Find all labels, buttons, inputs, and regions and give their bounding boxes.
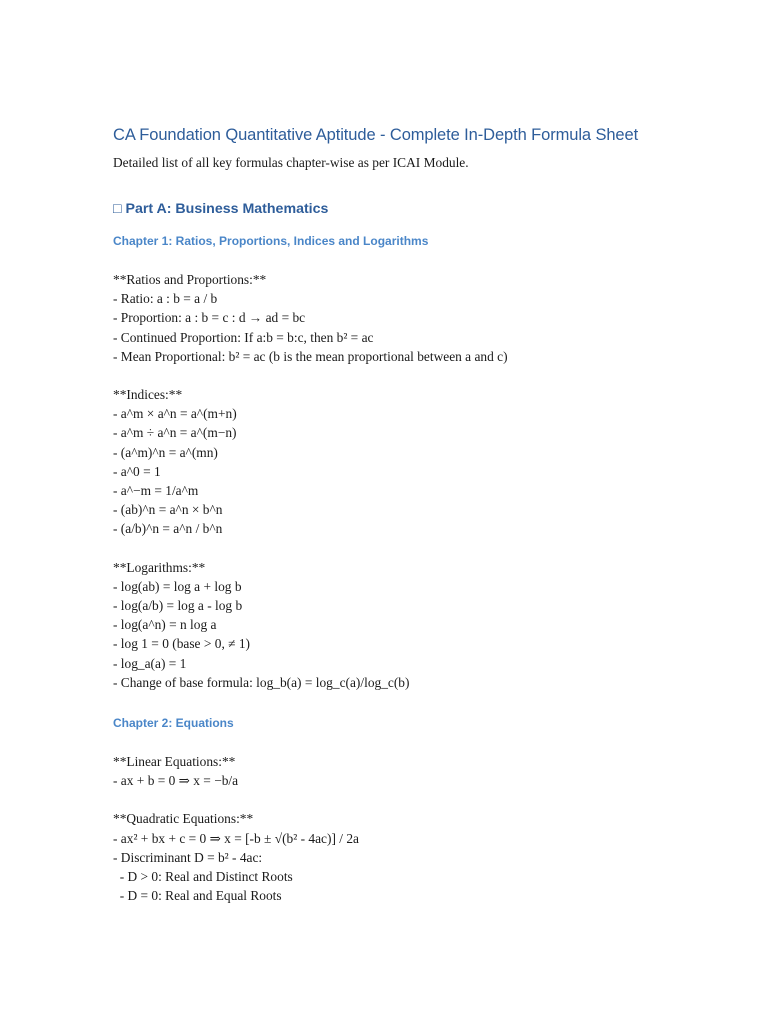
ratios-heading: **Ratios and Proportions:** [113, 272, 267, 287]
spacer [113, 250, 728, 270]
ratios-section [113, 270, 728, 366]
spacer [113, 732, 728, 752]
chapter-1-heading: Chapter 1: Ratios, Proportions, Indices and Logarithms [113, 234, 429, 248]
spacer [113, 790, 728, 809]
formula-line: - log(a/b) = log a - log b [113, 598, 243, 614]
document-subtitle: Detailed list of all key formulas chapter-wise as per ICAI Module. [113, 155, 469, 170]
indices-heading: **Indices:** [113, 387, 183, 403]
spacer [113, 539, 728, 558]
logarithms-section [113, 558, 728, 692]
linear-equations-section [113, 752, 728, 790]
logarithms-heading: **Logarithms:** [113, 559, 206, 575]
formula-line: - log(ab) = log a + log b [113, 578, 242, 594]
formula-line: - log 1 = 0 (base > 0, ≠ 1) [113, 636, 250, 652]
quadratic-heading: **Quadratic Equations:** [113, 811, 254, 827]
formula-line: - (a/b)^n = a^n / b^n [113, 521, 223, 537]
spacer [113, 366, 728, 385]
formula-line: - D > 0: Real and Distinct Roots [113, 869, 293, 885]
formula-line: - D = 0: Real and Equal Roots [113, 888, 282, 904]
formula-line: - a^0 = 1 [113, 463, 161, 479]
formula-line: - a^−m = 1/a^m [113, 483, 199, 499]
formula-line: - Change of base formula: log_b(a) = log_c(a)/log_c(b) [113, 674, 410, 690]
formula-line: - Mean Proportional: b² = ac (b is the mean proportional between a and c) [113, 348, 508, 364]
formula-line: - Continued Proportion: If a:b = b:c, then b² = ac [113, 329, 374, 345]
formula-line: - (a^m)^n = a^(mn) [113, 444, 218, 460]
formula-line: - a^m × a^n = a^(m+n) [113, 406, 237, 422]
formula-line: - a^m ÷ a^n = a^(m−n) [113, 425, 237, 441]
formula-line: - (ab)^n = a^n × b^n [113, 502, 223, 518]
part-a-heading: □ Part A: Business Mathematics [113, 201, 329, 217]
linear-heading: **Linear Equations:** [113, 754, 236, 770]
formula-line: - Proportion: a : b = c : d → ad = bc [113, 310, 306, 326]
indices-section [113, 385, 728, 539]
quadratic-equations-section [113, 809, 728, 905]
formula-line: - log_a(a) = 1 [113, 655, 187, 671]
formula-line: - ax + b = 0 ⇒ x = −b/a [113, 773, 239, 789]
formula-line: - Ratio: a : b = a / b [113, 291, 218, 307]
spacer [113, 692, 728, 714]
formula-line: - Discriminant D = b² - 4ac: [113, 849, 263, 865]
formula-line: - ax² + bx + c = 0 ⇒ x = [-b ± √(b² - 4ac)] / 2a [113, 830, 359, 846]
document-title: CA Foundation Quantitative Aptitude - Complete In-Depth Formula Sheet [113, 126, 639, 144]
formula-line: - log(a^n) = n log a [113, 617, 217, 633]
chapter-2-heading: Chapter 2: Equations [113, 716, 234, 731]
